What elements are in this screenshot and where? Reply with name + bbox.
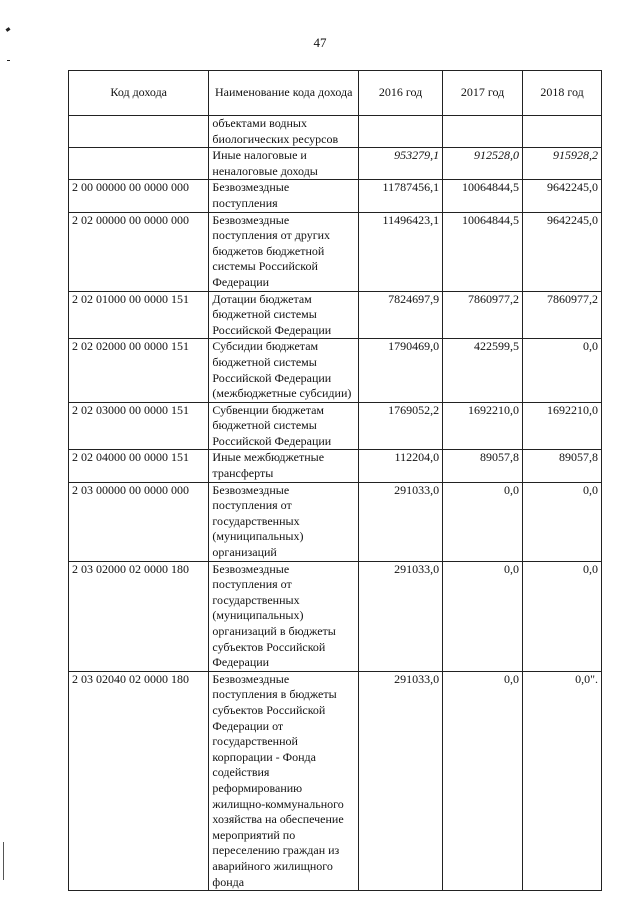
table-header-row — [69, 71, 602, 116]
row-2016: 953279,1 — [359, 148, 443, 180]
row-2017 — [443, 116, 523, 148]
row-2016: 1769052,2 — [359, 402, 443, 450]
row-name: Субсидии бюджетам бюджетной системы Российской Федерации (межбюджетные субсидии) — [209, 339, 359, 402]
table-row — [69, 671, 602, 890]
row-2018: 915928,2 — [523, 148, 602, 180]
table-row — [69, 450, 602, 482]
table-row — [69, 148, 602, 180]
row-2018: 9642245,0 — [523, 180, 602, 212]
row-code: 2 03 02000 02 0000 180 — [69, 561, 209, 671]
scan-mark — [3, 842, 4, 880]
row-2016: 11787456,1 — [359, 180, 443, 212]
row-2018: 7860977,2 — [523, 291, 602, 339]
row-2017: 1692210,0 — [443, 402, 523, 450]
table-row — [69, 402, 602, 450]
row-2018: 89057,8 — [523, 450, 602, 482]
row-code: 2 03 02040 02 0000 180 — [69, 671, 209, 890]
row-2016: 291033,0 — [359, 561, 443, 671]
row-2017: 89057,8 — [443, 450, 523, 482]
page-number: 47 — [313, 35, 327, 50]
table-row — [69, 212, 602, 291]
row-2017: 422599,5 — [443, 339, 523, 402]
header-2018: 2018 год — [523, 71, 602, 116]
row-2016 — [359, 116, 443, 148]
table-row — [69, 291, 602, 339]
header-code: Код дохода — [69, 71, 209, 116]
table-row — [69, 116, 602, 148]
income-table — [68, 70, 602, 891]
row-code: 2 02 01000 00 0000 151 — [69, 291, 209, 339]
row-name: Дотации бюджетам бюджетной системы Российской Федерации — [209, 291, 359, 339]
row-2016: 7824697,9 — [359, 291, 443, 339]
row-2018: 9642245,0 — [523, 212, 602, 291]
row-2018: 0,0 — [523, 482, 602, 561]
row-name: Иные межбюджетные трансферты — [209, 450, 359, 482]
row-2018: 0,0 — [523, 339, 602, 402]
row-2016: 291033,0 — [359, 482, 443, 561]
header-2016: 2016 год — [359, 71, 443, 116]
row-code: 2 02 03000 00 0000 151 — [69, 402, 209, 450]
row-code — [69, 116, 209, 148]
table-row — [69, 180, 602, 212]
table-row — [69, 482, 602, 561]
row-name: Безвозмездные поступления от других бюджетов бюджетной системы Российской Федерации — [209, 212, 359, 291]
header-name: Наименование кода дохода — [209, 71, 359, 116]
row-2017: 912528,0 — [443, 148, 523, 180]
row-2017: 10064844,5 — [443, 212, 523, 291]
row-2018 — [523, 116, 602, 148]
row-name: Безвозмездные поступления от государственных (муниципальных) организаций — [209, 482, 359, 561]
table-row — [69, 561, 602, 671]
row-name: Иные налоговые и неналоговые доходы — [209, 148, 359, 180]
row-2018: 1692210,0 — [523, 402, 602, 450]
scan-mark — [6, 27, 11, 32]
row-2016: 112204,0 — [359, 450, 443, 482]
row-2017: 0,0 — [443, 671, 523, 890]
row-name: Безвозмездные поступления в бюджеты субъектов Российской Федерации от государственной корпорации - Фонда содействия реформированию жилищно-коммунального хозяйства на обеспечение мероприятий по переселению граждан из аварийного жилищного фонда — [209, 671, 359, 890]
row-2017: 0,0 — [443, 482, 523, 561]
row-name: Безвозмездные поступления — [209, 180, 359, 212]
row-2017: 10064844,5 — [443, 180, 523, 212]
row-name: Субвенции бюджетам бюджетной системы Российской Федерации — [209, 402, 359, 450]
row-2018: 0,0 — [523, 561, 602, 671]
row-2017: 7860977,2 — [443, 291, 523, 339]
row-2016: 11496423,1 — [359, 212, 443, 291]
row-code: 2 02 00000 00 0000 000 — [69, 212, 209, 291]
scan-mark — [7, 60, 10, 61]
row-2018: 0,0". — [523, 671, 602, 890]
row-code: 2 00 00000 00 0000 000 — [69, 180, 209, 212]
row-2016: 1790469,0 — [359, 339, 443, 402]
row-code: 2 02 04000 00 0000 151 — [69, 450, 209, 482]
row-name: Безвозмездные поступления от государственных (муниципальных) организаций в бюджеты субъектов Российской Федерации — [209, 561, 359, 671]
row-2017: 0,0 — [443, 561, 523, 671]
row-code: 2 03 00000 00 0000 000 — [69, 482, 209, 561]
table-row — [69, 339, 602, 402]
row-2016: 291033,0 — [359, 671, 443, 890]
row-name: объектами водных биологических ресурсов — [209, 116, 359, 148]
header-2017: 2017 год — [443, 71, 523, 116]
row-code: 2 02 02000 00 0000 151 — [69, 339, 209, 402]
row-code — [69, 148, 209, 180]
